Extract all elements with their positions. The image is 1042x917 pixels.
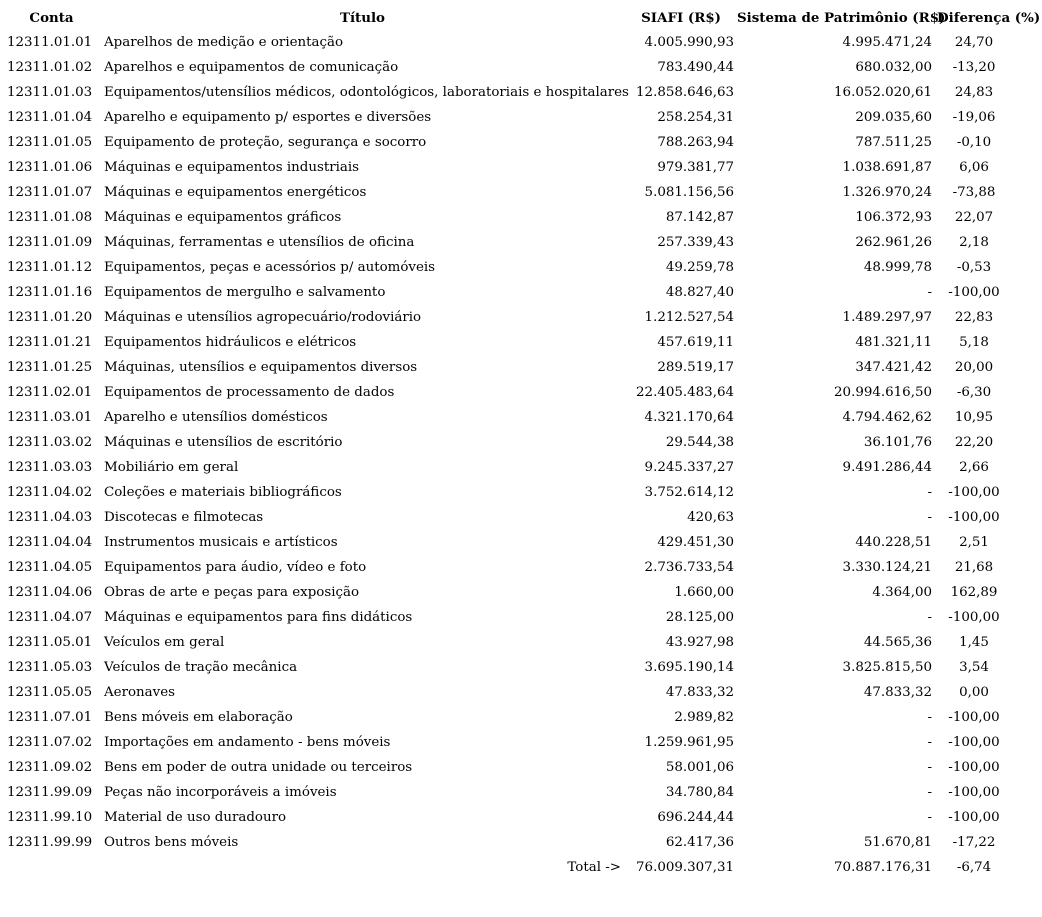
table-row xyxy=(3,555,1039,580)
table-row xyxy=(3,580,1039,605)
cell-patrimonio: 347.421,42 xyxy=(855,360,932,375)
cell-siafi: 12.858.646,63 xyxy=(636,85,734,100)
table-row xyxy=(3,280,1039,305)
cell-diferenca: -100,00 xyxy=(948,760,1000,775)
cell-titulo: Máquinas, ferramentas e utensílios de oficina xyxy=(104,235,415,250)
cell-patrimonio: 1.326.970,24 xyxy=(842,185,932,200)
cell-conta: 12311.05.01 xyxy=(7,635,93,650)
cell-patrimonio: 3.330.124,21 xyxy=(842,560,932,575)
table-row xyxy=(3,405,1039,430)
cell-diferenca: 2,18 xyxy=(959,235,989,250)
table-row xyxy=(3,830,1039,855)
cell-titulo: Aparelho e equipamento p/ esportes e diversões xyxy=(104,110,432,125)
cell-siafi: 3.695.190,14 xyxy=(644,660,734,675)
cell-siafi: 420,63 xyxy=(687,510,734,525)
cell-diferenca: -100,00 xyxy=(948,735,1000,750)
cell-titulo: Equipamentos para áudio, vídeo e foto xyxy=(104,560,367,575)
cell-titulo: Coleções e materiais bibliográficos xyxy=(104,485,342,500)
cell-conta: 12311.07.02 xyxy=(7,735,93,750)
cell-conta: 12311.05.05 xyxy=(7,685,93,700)
cell-siafi: 457.619,11 xyxy=(657,335,734,350)
cell-conta: 12311.01.21 xyxy=(7,335,93,350)
table-row xyxy=(3,505,1039,530)
total-patrimonio: 70.887.176,31 xyxy=(834,860,932,875)
cell-conta: 12311.04.05 xyxy=(7,560,93,575)
cell-titulo: Aeronaves xyxy=(104,685,176,700)
table-row xyxy=(3,205,1039,230)
cell-conta: 12311.04.07 xyxy=(7,610,93,625)
table-row xyxy=(3,105,1039,130)
cell-diferenca: -17,22 xyxy=(952,835,996,850)
table-row xyxy=(3,305,1039,330)
table-row xyxy=(3,655,1039,680)
cell-patrimonio: 680.032,00 xyxy=(855,60,932,75)
cell-siafi: 29.544,38 xyxy=(665,435,734,450)
cell-diferenca: -0,10 xyxy=(956,135,992,150)
cell-diferenca: -0,53 xyxy=(956,260,992,275)
cell-siafi: 28.125,00 xyxy=(665,610,734,625)
cell-titulo: Máquinas e equipamentos energéticos xyxy=(104,185,367,200)
table-row xyxy=(3,380,1039,405)
cell-conta: 12311.03.03 xyxy=(7,460,93,475)
cell-patrimonio: 209.035,60 xyxy=(855,110,932,125)
table-row xyxy=(3,255,1039,280)
header-conta: Conta xyxy=(29,9,74,26)
cell-conta: 12311.02.01 xyxy=(7,385,93,400)
cell-titulo: Máquinas e utensílios agropecuário/rodoviário xyxy=(104,310,422,325)
cell-titulo: Veículos em geral xyxy=(104,635,225,650)
cell-titulo: Importações em andamento - bens móveis xyxy=(104,735,391,750)
cell-titulo: Equipamentos de processamento de dados xyxy=(104,385,395,400)
cell-patrimonio: 20.994.616,50 xyxy=(834,385,932,400)
cell-conta: 12311.04.06 xyxy=(7,585,93,600)
cell-titulo: Máquinas e equipamentos gráficos xyxy=(104,210,342,225)
cell-siafi: 47.833,32 xyxy=(665,685,734,700)
cell-diferenca: 5,18 xyxy=(959,335,989,350)
cell-diferenca: -6,30 xyxy=(956,385,992,400)
cell-siafi: 429.451,30 xyxy=(657,535,734,550)
total-diferenca: -6,74 xyxy=(956,860,992,875)
cell-patrimonio: - xyxy=(927,760,932,775)
cell-siafi: 1.212.527,54 xyxy=(644,310,734,325)
table-row xyxy=(3,330,1039,355)
table-row xyxy=(3,630,1039,655)
cell-patrimonio: 262.961,26 xyxy=(855,235,932,250)
cell-diferenca: -100,00 xyxy=(948,810,1000,825)
cell-titulo: Aparelhos de medição e orientação xyxy=(104,35,344,50)
cell-diferenca: -100,00 xyxy=(948,285,1000,300)
table-row xyxy=(3,480,1039,505)
cell-siafi: 258.254,31 xyxy=(657,110,734,125)
cell-diferenca: 2,51 xyxy=(959,535,989,550)
cell-siafi: 22.405.483,64 xyxy=(636,385,734,400)
cell-titulo: Peças não incorporáveis a imóveis xyxy=(104,785,337,800)
cell-conta: 12311.03.01 xyxy=(7,410,93,425)
cell-siafi: 696.244,44 xyxy=(657,810,734,825)
total-siafi: 76.009.307,31 xyxy=(636,860,734,875)
cell-titulo: Equipamentos de mergulho e salvamento xyxy=(104,285,386,300)
total-label: Total -> xyxy=(567,860,621,875)
cell-patrimonio: 1.038.691,87 xyxy=(842,160,932,175)
cell-conta: 12311.01.01 xyxy=(7,35,93,50)
cell-titulo: Aparelhos e equipamentos de comunicação xyxy=(104,60,399,75)
cell-titulo: Bens móveis em elaboração xyxy=(104,710,293,725)
header-titulo: Título xyxy=(340,9,385,26)
cell-titulo: Máquinas e utensílios de escritório xyxy=(104,435,343,450)
cell-patrimonio: - xyxy=(927,710,932,725)
cell-titulo: Discotecas e filmotecas xyxy=(104,510,264,525)
cell-patrimonio: 47.833,32 xyxy=(863,685,932,700)
table-row xyxy=(3,130,1039,155)
table-row xyxy=(3,230,1039,255)
cell-patrimonio: 787.511,25 xyxy=(855,135,932,150)
cell-siafi: 9.245.337,27 xyxy=(644,460,734,475)
cell-titulo: Máquinas, utensílios e equipamentos diversos xyxy=(104,360,418,375)
cell-diferenca: -100,00 xyxy=(948,610,1000,625)
cell-diferenca: -100,00 xyxy=(948,510,1000,525)
cell-diferenca: 22,83 xyxy=(954,310,994,325)
cell-diferenca: -100,00 xyxy=(948,485,1000,500)
cell-siafi: 979.381,77 xyxy=(657,160,734,175)
table-row xyxy=(3,805,1039,830)
cell-titulo: Obras de arte e peças para exposição xyxy=(104,585,360,600)
cell-patrimonio: - xyxy=(927,610,932,625)
cell-siafi: 2.736.733,54 xyxy=(644,560,734,575)
cell-conta: 12311.07.01 xyxy=(7,710,93,725)
cell-patrimonio: 16.052.020,61 xyxy=(834,85,932,100)
cell-patrimonio: 48.999,78 xyxy=(863,260,932,275)
cell-titulo: Mobiliário em geral xyxy=(104,460,239,475)
cell-conta: 12311.04.02 xyxy=(7,485,93,500)
cell-conta: 12311.03.02 xyxy=(7,435,93,450)
cell-patrimonio: 4.794.462,62 xyxy=(842,410,932,425)
cell-diferenca: -19,06 xyxy=(952,110,996,125)
cell-patrimonio: - xyxy=(927,510,932,525)
cell-siafi: 5.081.156,56 xyxy=(644,185,734,200)
cell-diferenca: 24,83 xyxy=(954,85,994,100)
cell-diferenca: 162,89 xyxy=(950,585,998,600)
cell-titulo: Equipamentos, peças e acessórios p/ automóveis xyxy=(104,260,436,275)
cell-conta: 12311.01.03 xyxy=(7,85,93,100)
cell-patrimonio: 106.372,93 xyxy=(855,210,932,225)
cell-conta: 12311.01.06 xyxy=(7,160,93,175)
cell-titulo: Equipamento de proteção, segurança e socorro xyxy=(104,135,427,150)
header-row xyxy=(3,5,1039,30)
cell-titulo: Material de uso duradouro xyxy=(104,810,287,825)
cell-diferenca: 10,95 xyxy=(954,410,994,425)
cell-diferenca: 6,06 xyxy=(959,160,989,175)
table-row xyxy=(3,30,1039,55)
table-row xyxy=(3,530,1039,555)
table-row xyxy=(3,730,1039,755)
table-row xyxy=(3,180,1039,205)
cell-conta: 12311.01.05 xyxy=(7,135,93,150)
total-row xyxy=(3,855,1039,880)
cell-siafi: 1.660,00 xyxy=(674,585,734,600)
table-body xyxy=(3,30,1039,855)
cell-siafi: 34.780,84 xyxy=(665,785,734,800)
header-patrimonio: Sistema de Patrimônio (R$) xyxy=(737,9,946,26)
cell-diferenca: 22,20 xyxy=(954,435,994,450)
cell-titulo: Bens em poder de outra unidade ou terceiros xyxy=(104,760,413,775)
cell-siafi: 58.001,06 xyxy=(665,760,734,775)
cell-conta: 12311.99.09 xyxy=(7,785,93,800)
cell-titulo: Equipamentos/utensílios médicos, odontológicos, laboratoriais e hospitalares xyxy=(104,85,629,100)
header-diferenca: Diferença (%) xyxy=(937,9,1041,26)
table-row xyxy=(3,455,1039,480)
cell-titulo: Equipamentos hidráulicos e elétricos xyxy=(104,335,357,350)
cell-siafi: 257.339,43 xyxy=(657,235,734,250)
cell-titulo: Aparelho e utensílios domésticos xyxy=(104,410,328,425)
cell-diferenca: 2,66 xyxy=(959,460,989,475)
cell-conta: 12311.04.03 xyxy=(7,510,93,525)
cell-patrimonio: 1.489.297,97 xyxy=(842,310,932,325)
table-row xyxy=(3,430,1039,455)
cell-patrimonio: 51.670,81 xyxy=(863,835,932,850)
cell-patrimonio: - xyxy=(927,735,932,750)
table-row xyxy=(3,780,1039,805)
cell-siafi: 62.417,36 xyxy=(665,835,734,850)
cell-titulo: Veículos de tração mecânica xyxy=(104,660,298,675)
cell-conta: 12311.01.12 xyxy=(7,260,93,275)
cell-patrimonio: 3.825.815,50 xyxy=(842,660,932,675)
cell-patrimonio: - xyxy=(927,810,932,825)
cell-patrimonio: 440.228,51 xyxy=(855,535,932,550)
cell-conta: 12311.09.02 xyxy=(7,760,93,775)
cell-siafi: 48.827,40 xyxy=(665,285,734,300)
cell-siafi: 4.321.170,64 xyxy=(644,410,734,425)
cell-conta: 12311.05.03 xyxy=(7,660,93,675)
table-row xyxy=(3,705,1039,730)
cell-patrimonio: - xyxy=(927,485,932,500)
table-row xyxy=(3,155,1039,180)
table-row xyxy=(3,680,1039,705)
asset-comparison-table xyxy=(3,5,1039,880)
total-spacer xyxy=(3,855,100,880)
cell-diferenca: 3,54 xyxy=(959,660,989,675)
cell-titulo: Outros bens móveis xyxy=(104,835,239,850)
table-row xyxy=(3,605,1039,630)
cell-patrimonio: 4.364,00 xyxy=(872,585,932,600)
cell-patrimonio: - xyxy=(927,785,932,800)
cell-siafi: 49.259,78 xyxy=(665,260,734,275)
cell-diferenca: -100,00 xyxy=(948,785,1000,800)
cell-conta: 12311.01.08 xyxy=(7,210,93,225)
cell-siafi: 1.259.961,95 xyxy=(644,735,734,750)
cell-titulo: Máquinas e equipamentos para fins didáticos xyxy=(104,610,413,625)
cell-siafi: 87.142,87 xyxy=(665,210,734,225)
cell-diferenca: -100,00 xyxy=(948,710,1000,725)
cell-patrimonio: 9.491.286,44 xyxy=(842,460,932,475)
cell-patrimonio: 481.321,11 xyxy=(855,335,932,350)
table-row xyxy=(3,755,1039,780)
cell-conta: 12311.01.04 xyxy=(7,110,93,125)
cell-siafi: 783.490,44 xyxy=(657,60,734,75)
table-row xyxy=(3,55,1039,80)
cell-diferenca: 24,70 xyxy=(954,35,994,50)
cell-patrimonio: 4.995.471,24 xyxy=(842,35,932,50)
table-row xyxy=(3,355,1039,380)
cell-siafi: 3.752.614,12 xyxy=(644,485,734,500)
table-row xyxy=(3,80,1039,105)
cell-titulo: Máquinas e equipamentos industriais xyxy=(104,160,360,175)
cell-diferenca: 0,00 xyxy=(959,685,989,700)
cell-conta: 12311.01.20 xyxy=(7,310,93,325)
cell-diferenca: -73,88 xyxy=(952,185,996,200)
cell-conta: 12311.01.09 xyxy=(7,235,93,250)
cell-patrimonio: 36.101,76 xyxy=(863,435,932,450)
cell-conta: 12311.99.99 xyxy=(7,835,93,850)
cell-diferenca: 20,00 xyxy=(954,360,994,375)
cell-diferenca: -13,20 xyxy=(952,60,996,75)
cell-siafi: 788.263,94 xyxy=(657,135,734,150)
cell-siafi: 289.519,17 xyxy=(657,360,734,375)
cell-diferenca: 1,45 xyxy=(959,635,989,650)
cell-conta: 12311.04.04 xyxy=(7,535,93,550)
cell-patrimonio: 44.565,36 xyxy=(863,635,932,650)
cell-conta: 12311.01.25 xyxy=(7,360,93,375)
header-siafi: SIAFI (R$) xyxy=(641,9,721,26)
cell-conta: 12311.01.16 xyxy=(7,285,93,300)
cell-diferenca: 22,07 xyxy=(954,210,994,225)
cell-conta: 12311.99.10 xyxy=(7,810,93,825)
cell-conta: 12311.01.07 xyxy=(7,185,93,200)
cell-patrimonio: - xyxy=(927,285,932,300)
cell-siafi: 2.989,82 xyxy=(674,710,734,725)
cell-siafi: 4.005.990,93 xyxy=(644,35,734,50)
cell-diferenca: 21,68 xyxy=(954,560,994,575)
cell-titulo: Instrumentos musicais e artísticos xyxy=(104,535,338,550)
cell-siafi: 43.927,98 xyxy=(665,635,734,650)
cell-conta: 12311.01.02 xyxy=(7,60,93,75)
